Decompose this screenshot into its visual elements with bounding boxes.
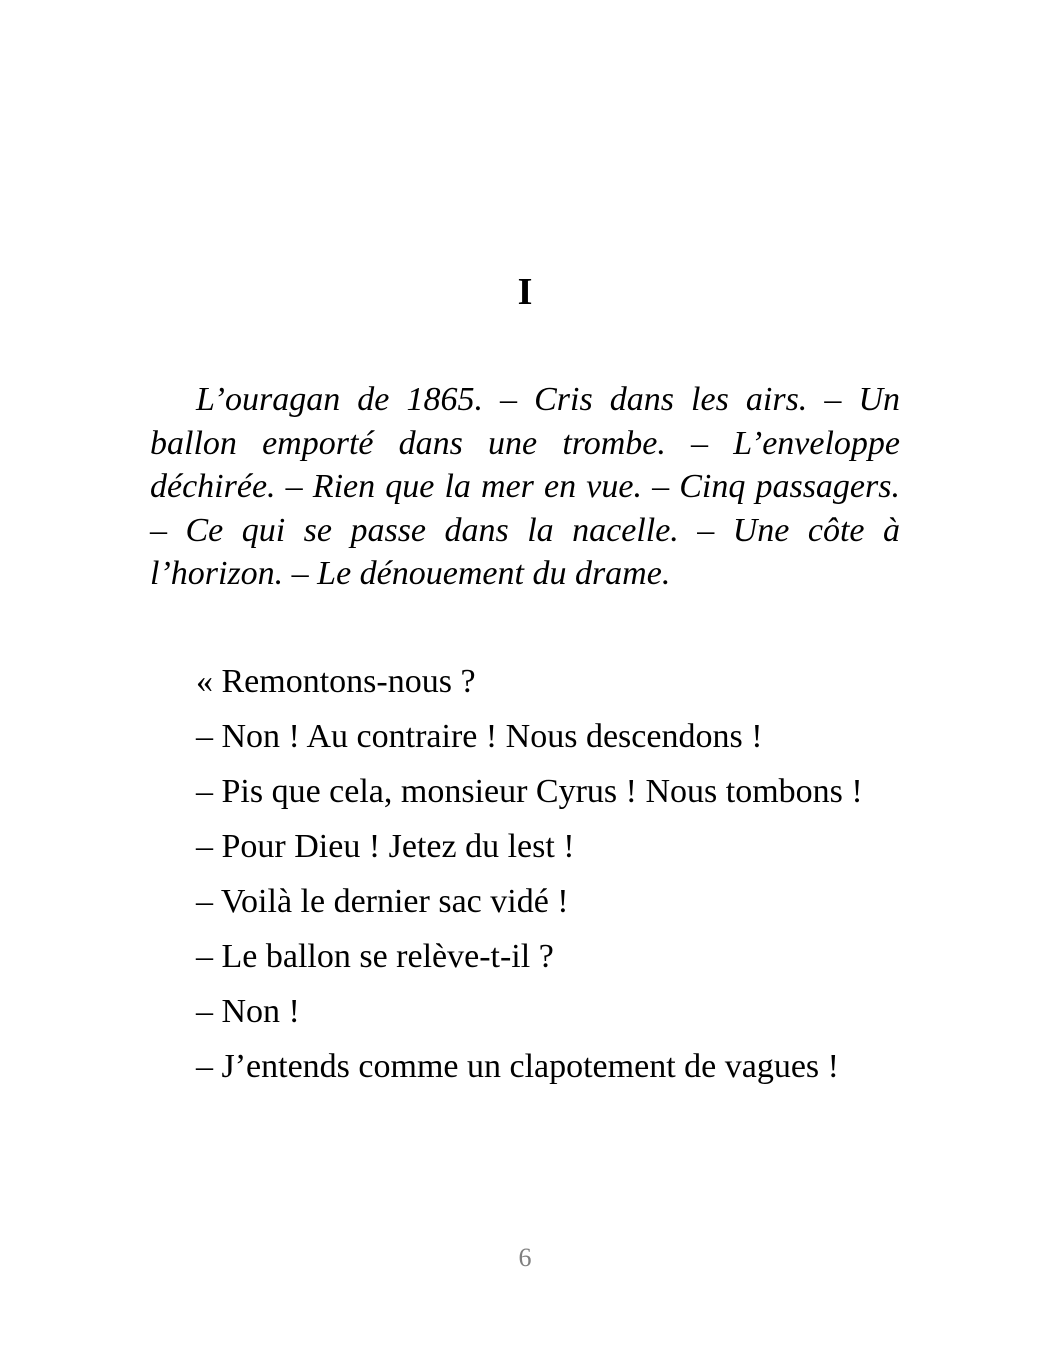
page-number: 6 xyxy=(518,1243,532,1272)
dialogue-line: – Non ! Au contraire ! Nous descendons ! xyxy=(196,718,763,755)
dialogue-line: – Pour Dieu ! Jetez du lest ! xyxy=(196,828,575,865)
chapter-summary: L’ouragan de 1865. – Cris dans les airs. – Un ballon emporté dans une trombe. – L’enveloppe déchirée. – Rien que la mer en vue. – Cinq passagers. – Ce qui se passe dans la nacelle. – Une côte à l’horizon. – Le dénouement du drame. xyxy=(150,381,900,592)
dialogue-line: – Non ! xyxy=(196,993,300,1030)
dialogue-line: – Pis que cela, monsieur Cyrus ! Nous tombons ! xyxy=(196,773,863,810)
dialogue-line: – Voilà le dernier sac vidé ! xyxy=(196,883,569,920)
dialogue-line: – Le ballon se relève-t-il ? xyxy=(196,938,554,975)
dialogue-section xyxy=(150,660,900,1100)
dialogue-line: – J’entends comme un clapotement de vagues ! xyxy=(196,1048,839,1085)
dialogue-line: « Remontons-nous ? xyxy=(196,663,476,700)
chapter-number: I xyxy=(517,271,533,313)
